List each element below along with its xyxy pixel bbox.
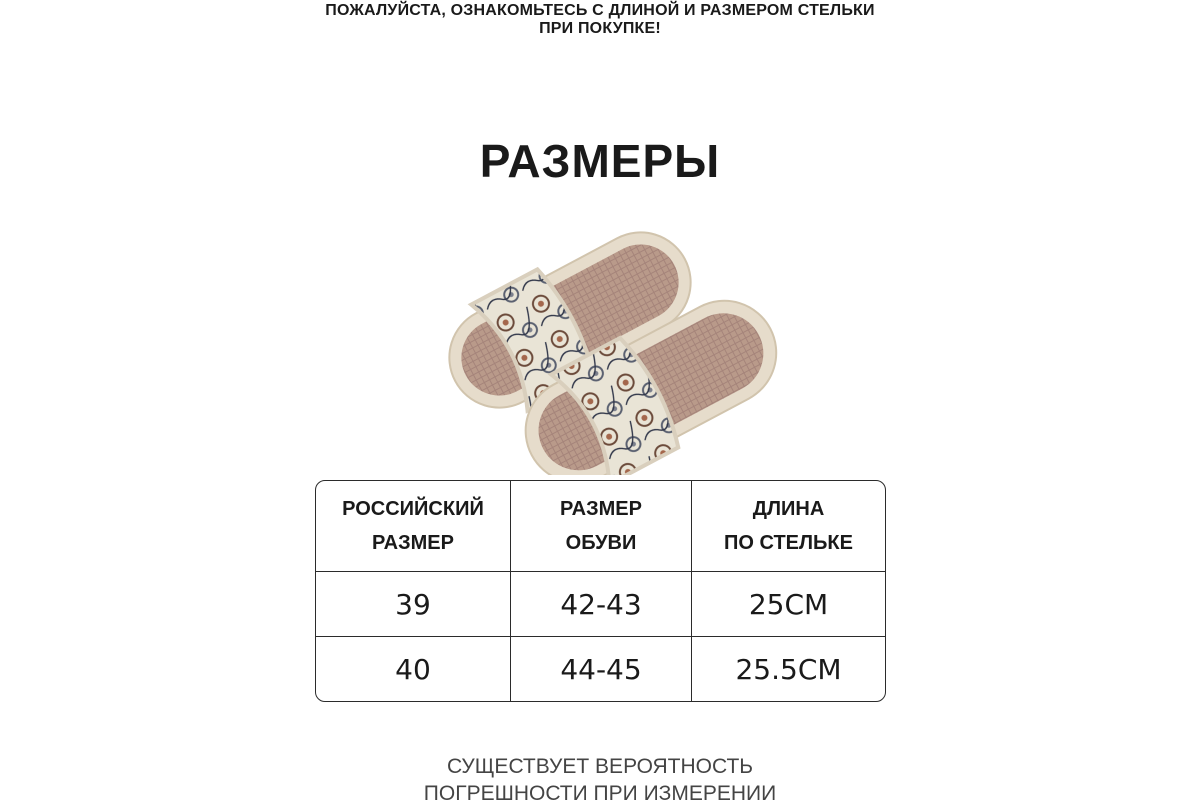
header-text: ПО СТЕЛЬКЕ [724, 532, 853, 554]
column-header-insole-length [692, 481, 885, 572]
table-row [316, 572, 885, 637]
header-text: РОССИЙСКИЙ [342, 498, 484, 520]
cell-insole-length: 25.5CM [735, 652, 842, 686]
header-text: РАЗМЕР [372, 532, 454, 554]
size-table [315, 480, 886, 702]
cell-russian-size: 40 [316, 637, 511, 701]
notice-line-1: ПОЖАЛУЙСТА, ОЗНАКОМЬТЕСЬ С ДЛИНОЙ И РАЗМЕРОМ СТЕЛЬКИ [325, 2, 875, 19]
measurement-notice [0, 2, 1200, 38]
footnote-line-1: СУЩЕСТВУЕТ ВЕРОЯТНОСТЬ [446, 755, 754, 778]
cell-russian-size: 39 [316, 572, 511, 637]
table-row [316, 637, 885, 701]
cell-shoe-size: 44-45 [511, 637, 692, 701]
measurement-error-footnote [0, 753, 1200, 807]
slippers-image [420, 200, 790, 475]
header-text: РАЗМЕР [560, 498, 642, 520]
header-text: ОБУВИ [565, 532, 637, 554]
header-text: ДЛИНА [752, 498, 825, 520]
column-header-russian-size [316, 481, 511, 572]
page-title: РАЗМЕРЫ [479, 135, 721, 187]
column-header-shoe-size [511, 481, 692, 572]
table-header-row [316, 481, 885, 572]
cell-insole-length: 25CM [692, 572, 885, 637]
cell-shoe-size: 42-43 [511, 572, 692, 637]
notice-line-2: ПРИ ПОКУПКЕ! [539, 20, 661, 37]
footnote-line-2: ПОГРЕШНОСТИ ПРИ ИЗМЕРЕНИИ [423, 782, 777, 805]
